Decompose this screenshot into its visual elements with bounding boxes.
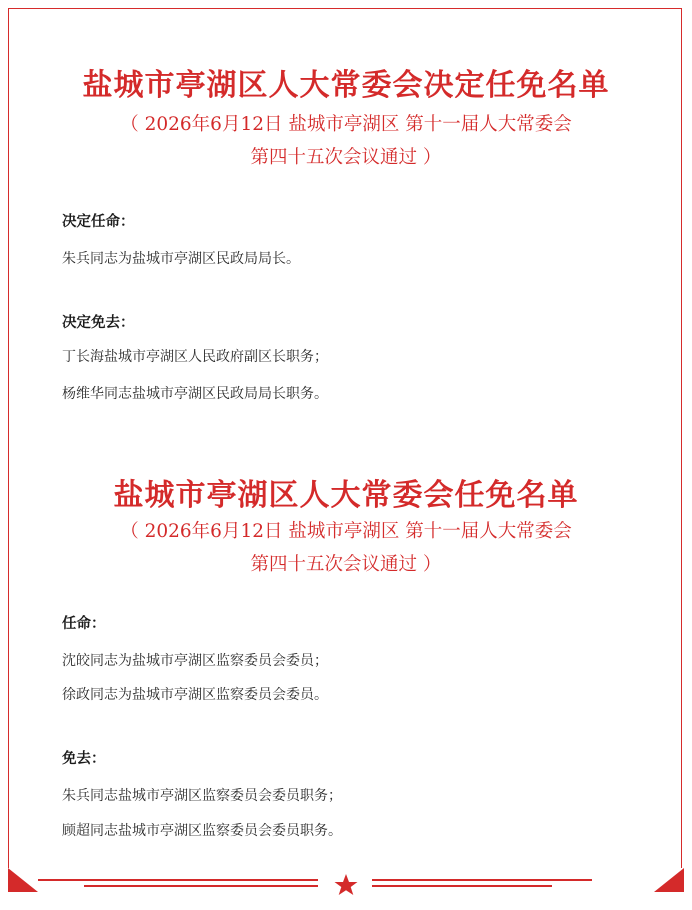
left-rule-top	[38, 879, 318, 881]
right-rule-bottom	[372, 885, 552, 887]
doc2-subtitle	[0, 515, 692, 581]
doc2-remove-item: 顾超同志盐城市亭湖区监察委员会委员职务。	[62, 823, 342, 839]
left-rule-bottom	[84, 885, 318, 887]
left-corner-triangle	[8, 868, 38, 892]
doc2-remove-heading: 免去：	[62, 751, 106, 767]
doc1-subtitle	[0, 108, 692, 174]
doc1-appoint-heading: 决定任命：	[62, 214, 135, 230]
footer-ornament-graphic	[0, 862, 692, 910]
doc2-subtitle-line2: 第四十五次会议通过 ）	[250, 554, 442, 575]
doc2-header	[0, 470, 692, 514]
footer-ornament	[0, 862, 692, 910]
doc2-appoint-heading: 任命：	[62, 616, 106, 632]
doc1-header	[0, 60, 692, 104]
doc2-remove-item: 朱兵同志盐城市亭湖区监察委员会委员职务；	[62, 788, 342, 804]
star-icon	[335, 874, 358, 895]
right-corner-triangle	[654, 868, 684, 892]
doc1-subtitle-line1: （ 2026年6月12日 盐城市亭湖区 第十一届人大常委会	[120, 114, 572, 135]
doc2-title: 盐城市亭湖区人大常委会任免名单	[113, 478, 579, 513]
doc1-remove-item: 杨维华同志盐城市亭湖区民政局局长职务。	[62, 386, 328, 402]
doc1-appoint-item: 朱兵同志为盐城市亭湖区民政局局长。	[62, 251, 300, 267]
right-rule-top	[372, 879, 592, 881]
doc2-appoint-item: 沈皎同志为盐城市亭湖区监察委员会委员；	[62, 653, 328, 669]
doc1-title: 盐城市亭湖区人大常委会决定任免名单	[82, 68, 610, 103]
doc1-remove-item: 丁长海盐城市亭湖区人民政府副区长职务；	[62, 349, 328, 365]
doc2-subtitle-line1: （ 2026年6月12日 盐城市亭湖区 第十一届人大常委会	[120, 521, 572, 542]
doc2-appoint-item: 徐政同志为盐城市亭湖区监察委员会委员。	[62, 687, 328, 703]
doc1-subtitle-line2: 第四十五次会议通过 ）	[250, 147, 442, 168]
doc1-remove-heading: 决定免去：	[62, 315, 135, 331]
